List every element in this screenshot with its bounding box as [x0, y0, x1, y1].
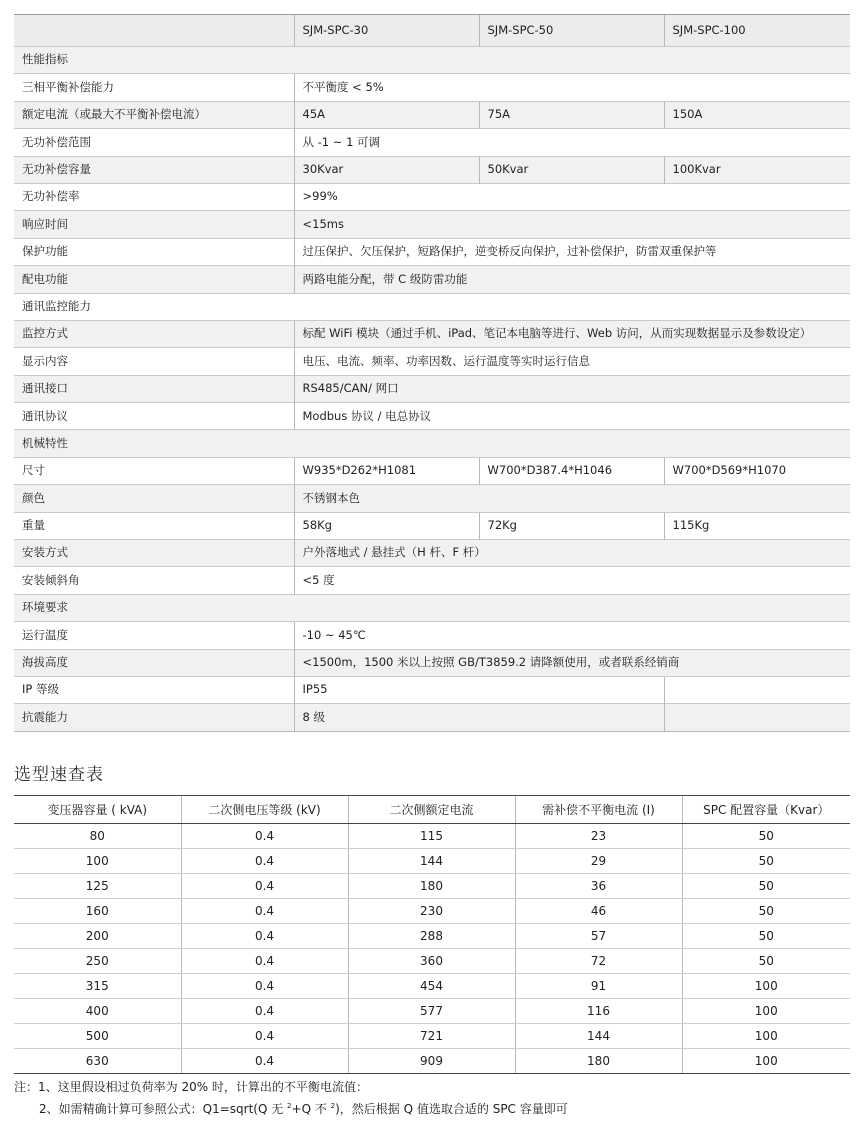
spec-section-row: [14, 594, 850, 621]
quick-select-row: [14, 899, 850, 924]
quick-select-cell: 721: [348, 1024, 515, 1049]
spec-row-value: 72Kg: [479, 512, 664, 539]
note-line-2: [14, 1098, 568, 1120]
note-superscript-1: 2: [287, 1102, 292, 1110]
spec-row-label: 额定电流（或最大不平衡补偿电流）: [14, 101, 294, 128]
quick-select-cell: 29: [515, 849, 682, 874]
quick-select-column-header: 变压器容量 ( kVA): [14, 796, 181, 824]
spec-row-label: 安装倾斜角: [14, 567, 294, 594]
spec-row: [14, 375, 850, 402]
quick-select-cell: 0.4: [181, 949, 348, 974]
quick-select-cell: 80: [14, 824, 181, 849]
quick-select-cell: 72: [515, 949, 682, 974]
spec-model-header: SJM-SPC-100: [664, 15, 850, 47]
spec-section-label: 环境要求: [14, 594, 850, 621]
spec-row-value: 标配 WiFi 模块（通过手机、iPad、笔记本电脑等进行、Web 访问，从而实现数据显示及参数设定）: [294, 320, 850, 347]
spec-row: [14, 348, 850, 375]
spec-row-label: 监控方式: [14, 320, 294, 347]
spec-row-label: 显示内容: [14, 348, 294, 375]
note-line-1: 注：1、这里假设相过负荷率为 20% 时，计算出的不平衡电流值：: [14, 1080, 368, 1094]
quick-select-row: [14, 1049, 850, 1074]
spec-row: [14, 704, 850, 731]
spec-row: [14, 649, 850, 676]
spec-row-value: 户外落地式 / 悬挂式（H 杆、F 杆）: [294, 540, 850, 567]
spec-table-body: [14, 15, 850, 732]
quick-select-column-header: 二次侧电压等级 (kV): [181, 796, 348, 824]
spec-row: [14, 320, 850, 347]
quick-select-cell: 400: [14, 999, 181, 1024]
spec-row: [14, 512, 850, 539]
quick-select-row: [14, 999, 850, 1024]
spec-row-label: 抗震能力: [14, 704, 294, 731]
quick-select-cell: 0.4: [181, 824, 348, 849]
spec-row: [14, 266, 850, 293]
quick-select-row: [14, 849, 850, 874]
quick-select-cell: 0.4: [181, 924, 348, 949]
quick-select-cell: 23: [515, 824, 682, 849]
spec-row-value: <15ms: [294, 211, 850, 238]
spec-row-label: 配电功能: [14, 266, 294, 293]
spec-row-label: 通讯协议: [14, 403, 294, 430]
spec-row: [14, 622, 850, 649]
spec-row: [14, 676, 850, 703]
spec-row-label: 尺寸: [14, 457, 294, 484]
quick-select-cell: 0.4: [181, 849, 348, 874]
spec-row-value: Modbus 协议 / 电总协议: [294, 403, 850, 430]
spec-row-label: 响应时间: [14, 211, 294, 238]
quick-select-cell: 160: [14, 899, 181, 924]
spec-row-value: RS485/CAN/ 网口: [294, 375, 850, 402]
spec-section-row: [14, 430, 850, 457]
quick-select-cell: 50: [682, 874, 850, 899]
spec-row: [14, 540, 850, 567]
spec-row-value: 30Kvar: [294, 156, 479, 183]
quick-select-cell: 144: [515, 1024, 682, 1049]
quick-select-cell: 200: [14, 924, 181, 949]
spec-row-value: -10 ~ 45℃: [294, 622, 850, 649]
quick-select-cell: 144: [348, 849, 515, 874]
spec-row-value: 两路电能分配，带 C 级防雷功能: [294, 266, 850, 293]
quick-select-cell: 50: [682, 949, 850, 974]
quick-select-table: [14, 795, 850, 1074]
note-line-2-b: +Q 不: [291, 1102, 331, 1116]
quick-select-cell: 360: [348, 949, 515, 974]
quick-select-cell: 315: [14, 974, 181, 999]
quick-select-cell: 0.4: [181, 974, 348, 999]
spec-table: [14, 14, 850, 732]
spec-row-value: 115Kg: [664, 512, 850, 539]
spec-row-value: 电压、电流、频率、功率因数、运行温度等实时运行信息: [294, 348, 850, 375]
quick-select-cell: 0.4: [181, 1024, 348, 1049]
spec-row-label: 无功补偿范围: [14, 129, 294, 156]
quick-select-cell: 288: [348, 924, 515, 949]
spec-section-row: [14, 293, 850, 320]
quick-select-cell: 100: [682, 974, 850, 999]
quick-select-cell: 50: [682, 824, 850, 849]
quick-select-cell: 0.4: [181, 874, 348, 899]
spec-row-label: 颜色: [14, 485, 294, 512]
spec-section-label: 通讯监控能力: [14, 293, 850, 320]
note-line-2-a: 2、如需精确计算可参照公式：Q1=sqrt(Q 无: [39, 1102, 288, 1116]
spec-row-value: 8 级: [294, 704, 664, 731]
quick-select-cell: 100: [682, 1024, 850, 1049]
spec-section-label: 机械特性: [14, 430, 850, 457]
quick-select-cell: 91: [515, 974, 682, 999]
spec-row: [14, 74, 850, 101]
quick-select-body: [14, 824, 850, 1074]
quick-select-column-header: 需补偿不平衡电流 (I): [515, 796, 682, 824]
quick-select-cell: 116: [515, 999, 682, 1024]
spec-row-value: IP55: [294, 676, 664, 703]
spec-empty-cell: [664, 676, 850, 703]
quick-select-cell: 50: [682, 899, 850, 924]
quick-select-cell: 500: [14, 1024, 181, 1049]
quick-select-header-row: [14, 796, 850, 824]
quick-select-cell: 230: [348, 899, 515, 924]
quick-select-column-header: SPC 配置容量（Kvar）: [682, 796, 850, 824]
quick-select-row: [14, 1024, 850, 1049]
quick-select-cell: 180: [515, 1049, 682, 1074]
spec-row-label: 重量: [14, 512, 294, 539]
spec-row-value: <1500m，1500 米以上按照 GB/T3859.2 请降额使用，或者联系经销商: [294, 649, 850, 676]
spec-row: [14, 457, 850, 484]
spec-row-label: 保护功能: [14, 238, 294, 265]
spec-row-label: 通讯接口: [14, 375, 294, 402]
spec-row: [14, 403, 850, 430]
spec-header-blank: [14, 15, 294, 47]
quick-select-row: [14, 874, 850, 899]
spec-row-value: <5 度: [294, 567, 850, 594]
spec-row-label: 无功补偿容量: [14, 156, 294, 183]
quick-select-title: 选型速查表: [14, 765, 104, 785]
quick-select-row: [14, 949, 850, 974]
spec-row-value: W700*D569*H1070: [664, 457, 850, 484]
spec-row: [14, 183, 850, 210]
quick-select-cell: 909: [348, 1049, 515, 1074]
spec-empty-cell: [664, 704, 850, 731]
quick-select-cell: 46: [515, 899, 682, 924]
quick-select-cell: 125: [14, 874, 181, 899]
spec-row-value: 100Kvar: [664, 156, 850, 183]
quick-select-cell: 577: [348, 999, 515, 1024]
quick-select-cell: 115: [348, 824, 515, 849]
spec-row-value: 75A: [479, 101, 664, 128]
spec-row: [14, 211, 850, 238]
quick-select-cell: 0.4: [181, 999, 348, 1024]
spec-row-label: 三相平衡补偿能力: [14, 74, 294, 101]
spec-row-label: 运行温度: [14, 622, 294, 649]
quick-select-cell: 180: [348, 874, 515, 899]
spec-row-value: 过压保护、欠压保护，短路保护，逆变桥反向保护，过补偿保护，防雷双重保护等: [294, 238, 850, 265]
quick-select-cell: 50: [682, 924, 850, 949]
quick-select-cell: 57: [515, 924, 682, 949]
spec-header-row: [14, 15, 850, 47]
spec-section-row: [14, 47, 850, 74]
spec-row-value: 不平衡度 < 5%: [294, 74, 850, 101]
spec-row-value: >99%: [294, 183, 850, 210]
spec-row: [14, 129, 850, 156]
quick-select-row: [14, 924, 850, 949]
spec-section-label: 性能指标: [14, 47, 850, 74]
quick-select-cell: 36: [515, 874, 682, 899]
quick-select-cell: 0.4: [181, 899, 348, 924]
quick-select-cell: 0.4: [181, 1049, 348, 1074]
spec-row-label: IP 等级: [14, 676, 294, 703]
quick-select-column-header: 二次侧额定电流: [348, 796, 515, 824]
quick-select-cell: 100: [682, 1049, 850, 1074]
notes: [14, 1076, 568, 1120]
quick-select-cell: 250: [14, 949, 181, 974]
spec-row: [14, 567, 850, 594]
spec-row-value: 150A: [664, 101, 850, 128]
spec-row-value: 58Kg: [294, 512, 479, 539]
spec-row: [14, 101, 850, 128]
spec-row: [14, 156, 850, 183]
spec-row-value: W700*D387.4*H1046: [479, 457, 664, 484]
quick-select-cell: 50: [682, 849, 850, 874]
spec-row-label: 海拔高度: [14, 649, 294, 676]
spec-row-value: 从 -1 ~ 1 可调: [294, 129, 850, 156]
quick-select-cell: 100: [682, 999, 850, 1024]
quick-select-row: [14, 974, 850, 999]
quick-select-cell: 454: [348, 974, 515, 999]
spec-row-value: W935*D262*H1081: [294, 457, 479, 484]
spec-row-label: 无功补偿率: [14, 183, 294, 210]
quick-select-row: [14, 824, 850, 849]
spec-row-value: 不锈钢本色: [294, 485, 850, 512]
quick-select-cell: 630: [14, 1049, 181, 1074]
spec-row: [14, 238, 850, 265]
spec-row: [14, 485, 850, 512]
note-line-2-c: )，然后根据 Q 值选取合适的 SPC 容量即可: [335, 1102, 568, 1116]
quick-select-cell: 100: [14, 849, 181, 874]
spec-row-value: 50Kvar: [479, 156, 664, 183]
spec-row-value: 45A: [294, 101, 479, 128]
note-superscript-2: 2: [330, 1102, 336, 1110]
spec-model-header: SJM-SPC-30: [294, 15, 479, 47]
spec-row-label: 安装方式: [14, 540, 294, 567]
spec-model-header: SJM-SPC-50: [479, 15, 664, 47]
